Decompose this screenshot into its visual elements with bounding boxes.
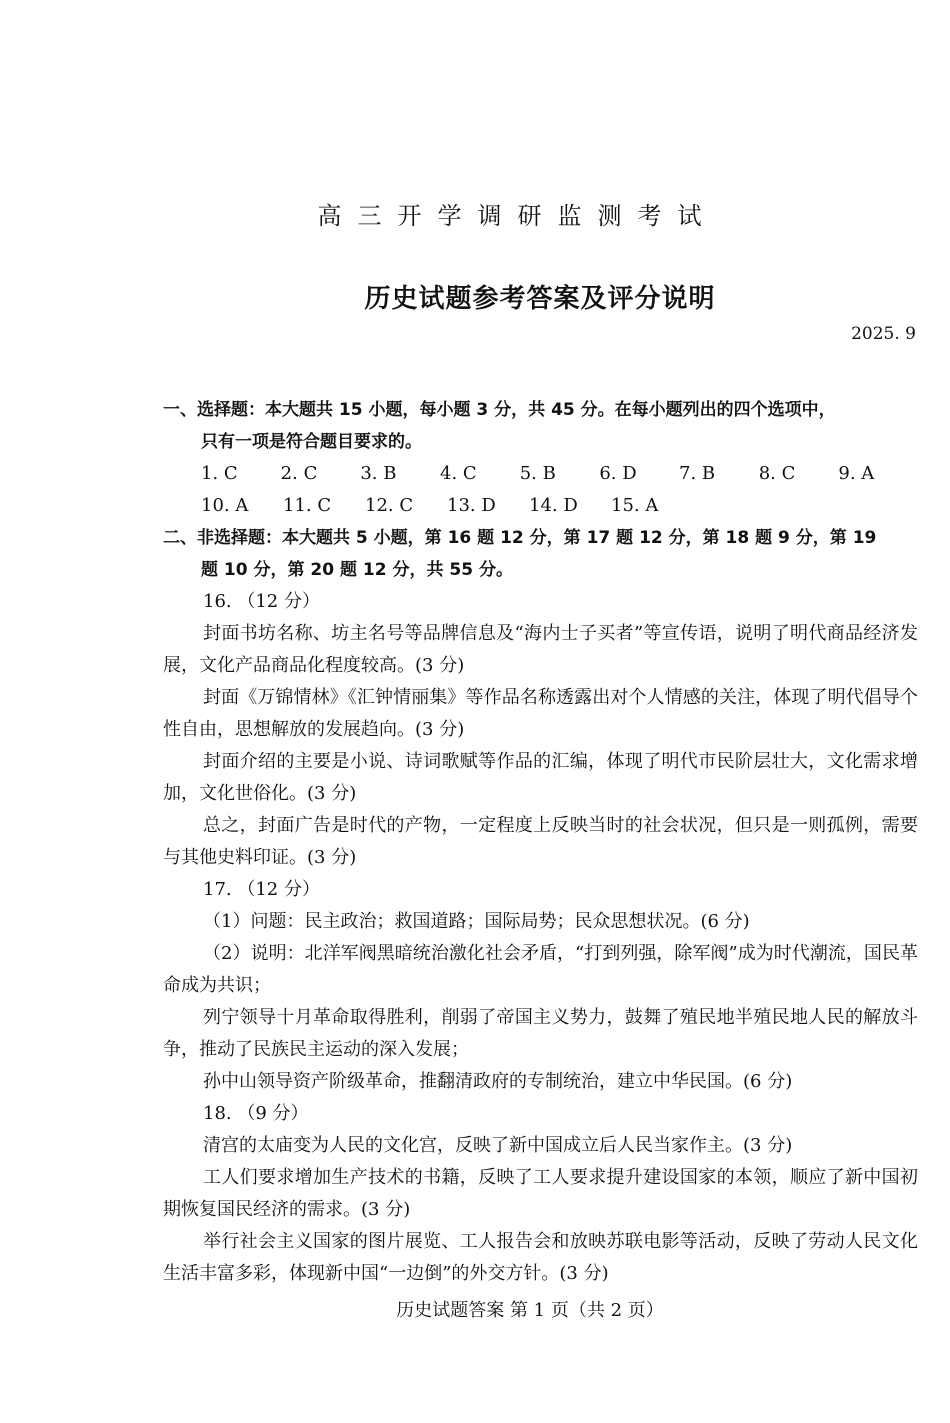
q16-paragraph-2: 封面《万锦情林》《汇钟情丽集》等作品名称透露出对个人情感的关注，体现了明代倡导个性自由，思想解放的发展趋向。(3 分) — [163, 687, 918, 740]
section1-heading: 一、选择题：本大题共 15 小题，每小题 3 分，共 45 分。在每小题列出的四个选项中， — [163, 400, 836, 420]
q18-paragraph-1: 清宫的太庙变为人民的文化宫，反映了新中国成立后人民当家作主。(3 分) — [203, 1135, 793, 1156]
answer-item: 7. B — [679, 463, 716, 484]
section1-heading-cont: 只有一项是符合题目要求的。 — [201, 432, 422, 452]
exam-title: 高三开学调研监测考试 — [317, 202, 718, 230]
answer-item: 12. C — [365, 495, 414, 516]
q16-paragraph-3: 封面介绍的主要是小说、诗词歌赋等作品的汇编，体现了明代市民阶层壮大，文化需求增加，文化世俗化。(3 分) — [163, 751, 918, 804]
q18-label: 18. （9 分） — [203, 1103, 309, 1124]
answer-item: 2. C — [280, 463, 318, 484]
date: 2025. 9 — [851, 324, 916, 344]
answer-item: 9. A — [838, 463, 875, 484]
answers-row-2 — [163, 490, 918, 522]
q17-paragraph-4: 孙中山领导资产阶级革命，推翻清政府的专制统治，建立中华民国。(6 分) — [203, 1071, 793, 1092]
q18-paragraph-3: 举行社会主义国家的图片展览、工人报告会和放映苏联电影等活动，反映了劳动人民文化生活丰富多彩，体现新中国“一边倒”的外交方针。(3 分) — [163, 1231, 918, 1284]
answer-item: 4. C — [440, 463, 477, 484]
answer-item: 13. D — [447, 495, 496, 516]
answer-item: 5. B — [519, 463, 556, 484]
answer-item: 14. D — [529, 495, 578, 516]
answer-item: 3. B — [360, 463, 397, 484]
q16-label: 16. （12 分） — [203, 591, 320, 612]
q16-paragraph-4: 总之，封面广告是时代的产物，一定程度上反映当时的社会状况，但只是一则孤例，需要与其他史料印证。(3 分) — [163, 815, 918, 868]
answer-item: 6. D — [599, 463, 637, 484]
q17-label: 17. （12 分） — [203, 879, 320, 900]
main-title: 历史试题参考答案及评分说明 — [364, 284, 716, 314]
q18-paragraph-2: 工人们要求增加生产技术的书籍，反映了工人要求提升建设国家的本领，顺应了新中国初期恢复国民经济的需求。(3 分) — [163, 1167, 918, 1220]
answer-item: 1. C — [201, 463, 238, 484]
answers-row-1 — [163, 458, 918, 490]
q16-paragraph-1: 封面书坊名称、坊主名号等品牌信息及“海内士子买者”等宣传语，说明了明代商品经济发展，文化产品商品化程度较高。(3 分) — [163, 623, 918, 676]
q17-paragraph-2: （2）说明：北洋军阀黑暗统治激化社会矛盾，“打到列强，除军阀”成为时代潮流，国民革命成为共识； — [163, 943, 918, 996]
section2-heading-cont: 题 10 分，第 20 题 12 分，共 55 分。 — [201, 560, 513, 580]
answer-item: 15. A — [611, 495, 659, 516]
page-footer: 历史试题答案 第 1 页（共 2 页） — [396, 1300, 664, 1321]
q17-paragraph-3: 列宁领导十月革命取得胜利，削弱了帝国主义势力，鼓舞了殖民地半殖民地人民的解放斗争，推动了民族民主运动的深入发展； — [163, 1007, 918, 1060]
answer-content — [163, 394, 918, 1290]
answer-item: 11. C — [283, 495, 332, 516]
answer-item: 8. C — [758, 463, 796, 484]
q17-paragraph-1: （1）问题：民主政治；救国道路；国际局势；民众思想状况。(6 分) — [203, 911, 750, 932]
answer-item: 10. A — [201, 495, 249, 516]
section2-heading: 二、非选择题：本大题共 5 小题，第 16 题 12 分，第 17 题 12 分，第 18 题 9 分，第 19 — [163, 528, 877, 548]
